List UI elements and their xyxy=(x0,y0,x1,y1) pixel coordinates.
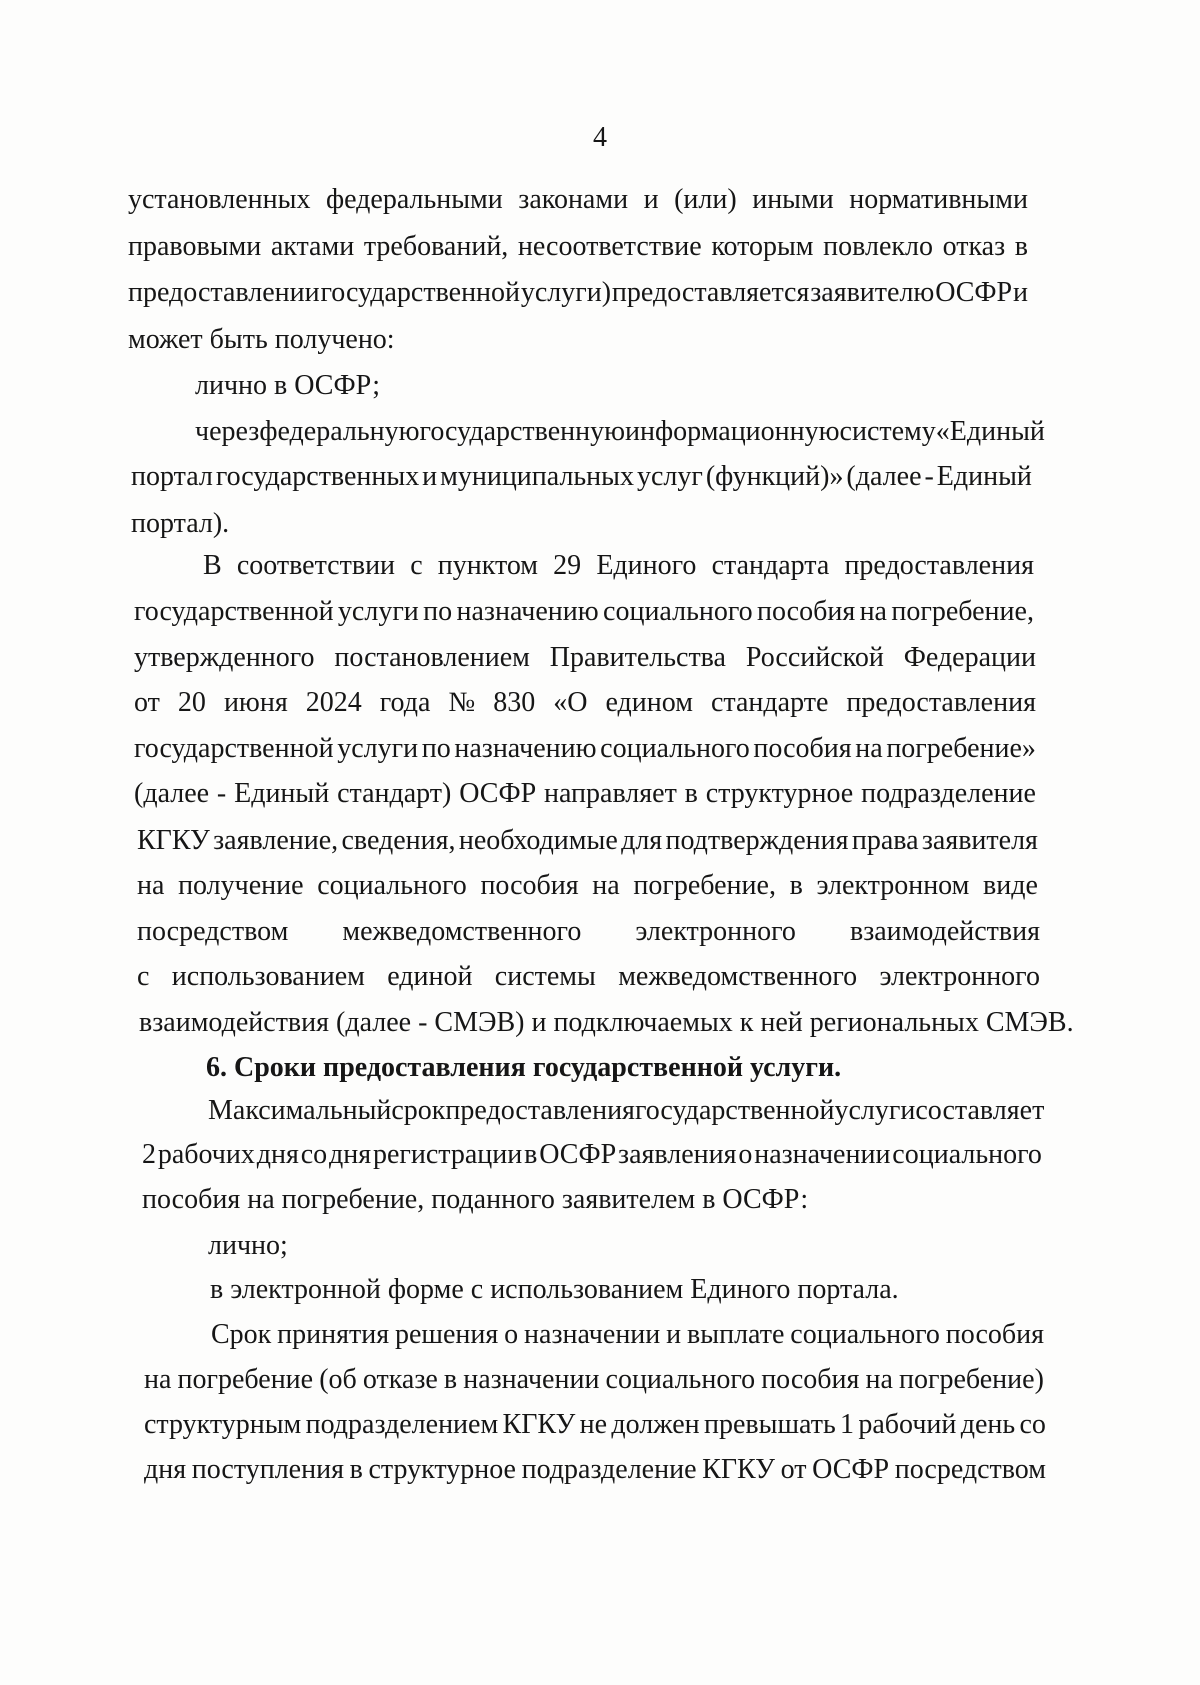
text-line: лично в ОСФР; xyxy=(195,370,380,401)
text-line: через федеральную государственную информационную систему «Единый xyxy=(195,416,1045,447)
text-line: в электронной форме с использованием Единого портала. xyxy=(210,1274,899,1305)
text-line: портал). xyxy=(131,508,230,539)
text-line: портал государственных и муниципальных услуг (функций)» (далее - Единый xyxy=(131,461,1032,492)
text-line: В соответствии с пунктом 29 Единого стандарта предоставления xyxy=(203,550,1034,581)
text-line: от 20 июня 2024 года № 830 «О едином стандарте предоставления xyxy=(134,687,1036,718)
text-line: предоставлении государственной услуги) предоставляется заявителю ОСФР и xyxy=(128,277,1028,308)
text-line: государственной услуги по назначению социального пособия на погребение» xyxy=(134,733,1036,764)
text-line: на погребение (об отказе в назначении социального пособия на погребение) xyxy=(144,1364,1044,1395)
text-line: Срок принятия решения о назначении и выплате социального пособия xyxy=(211,1319,1044,1350)
section-heading: 6. Сроки предоставления государственной услуги. xyxy=(206,1052,842,1083)
text-line: лично; xyxy=(208,1230,288,1261)
text-line: структурным подразделением КГКУ не должен превышать 1 рабочий день со xyxy=(144,1409,1046,1440)
text-line: (далее - Единый стандарт) ОСФР направляет в структурное подразделение xyxy=(134,778,1036,809)
text-line: дня поступления в структурное подразделение КГКУ от ОСФР посредством xyxy=(144,1454,1046,1485)
text-line: может быть получено: xyxy=(128,324,395,355)
text-line: посредством межведомственного электронного взаимодействия xyxy=(137,916,1040,947)
text-line: 2 рабочих дня со дня регистрации в ОСФР заявления о назначении социального xyxy=(142,1139,1042,1170)
text-line: утвержденного постановлением Правительства Российской Федерации xyxy=(134,642,1036,673)
text-line: КГКУ заявление, сведения, необходимые для подтверждения права заявителя xyxy=(137,825,1038,856)
text-line: с использованием единой системы межведомственного электронного xyxy=(137,961,1040,992)
text-line: установленных федеральными законами и (или) иными нормативными xyxy=(128,184,1028,215)
text-line: Максимальный срок предоставления государственной услуги составляет xyxy=(208,1095,1045,1126)
text-line: пособия на погребение, поданного заявителем в ОСФР: xyxy=(142,1184,809,1215)
text-line: на получение социального пособия на погребение, в электронном виде xyxy=(137,870,1038,901)
text-line: государственной услуги по назначению социального пособия на погребение, xyxy=(134,596,1034,627)
text-line: взаимодействия (далее - СМЭВ) и подключаемых к ней региональных СМЭВ. xyxy=(139,1007,1074,1038)
page-number: 4 xyxy=(593,122,607,153)
text-line: правовыми актами требований, несоответствие которым повлекло отказ в xyxy=(128,231,1028,262)
